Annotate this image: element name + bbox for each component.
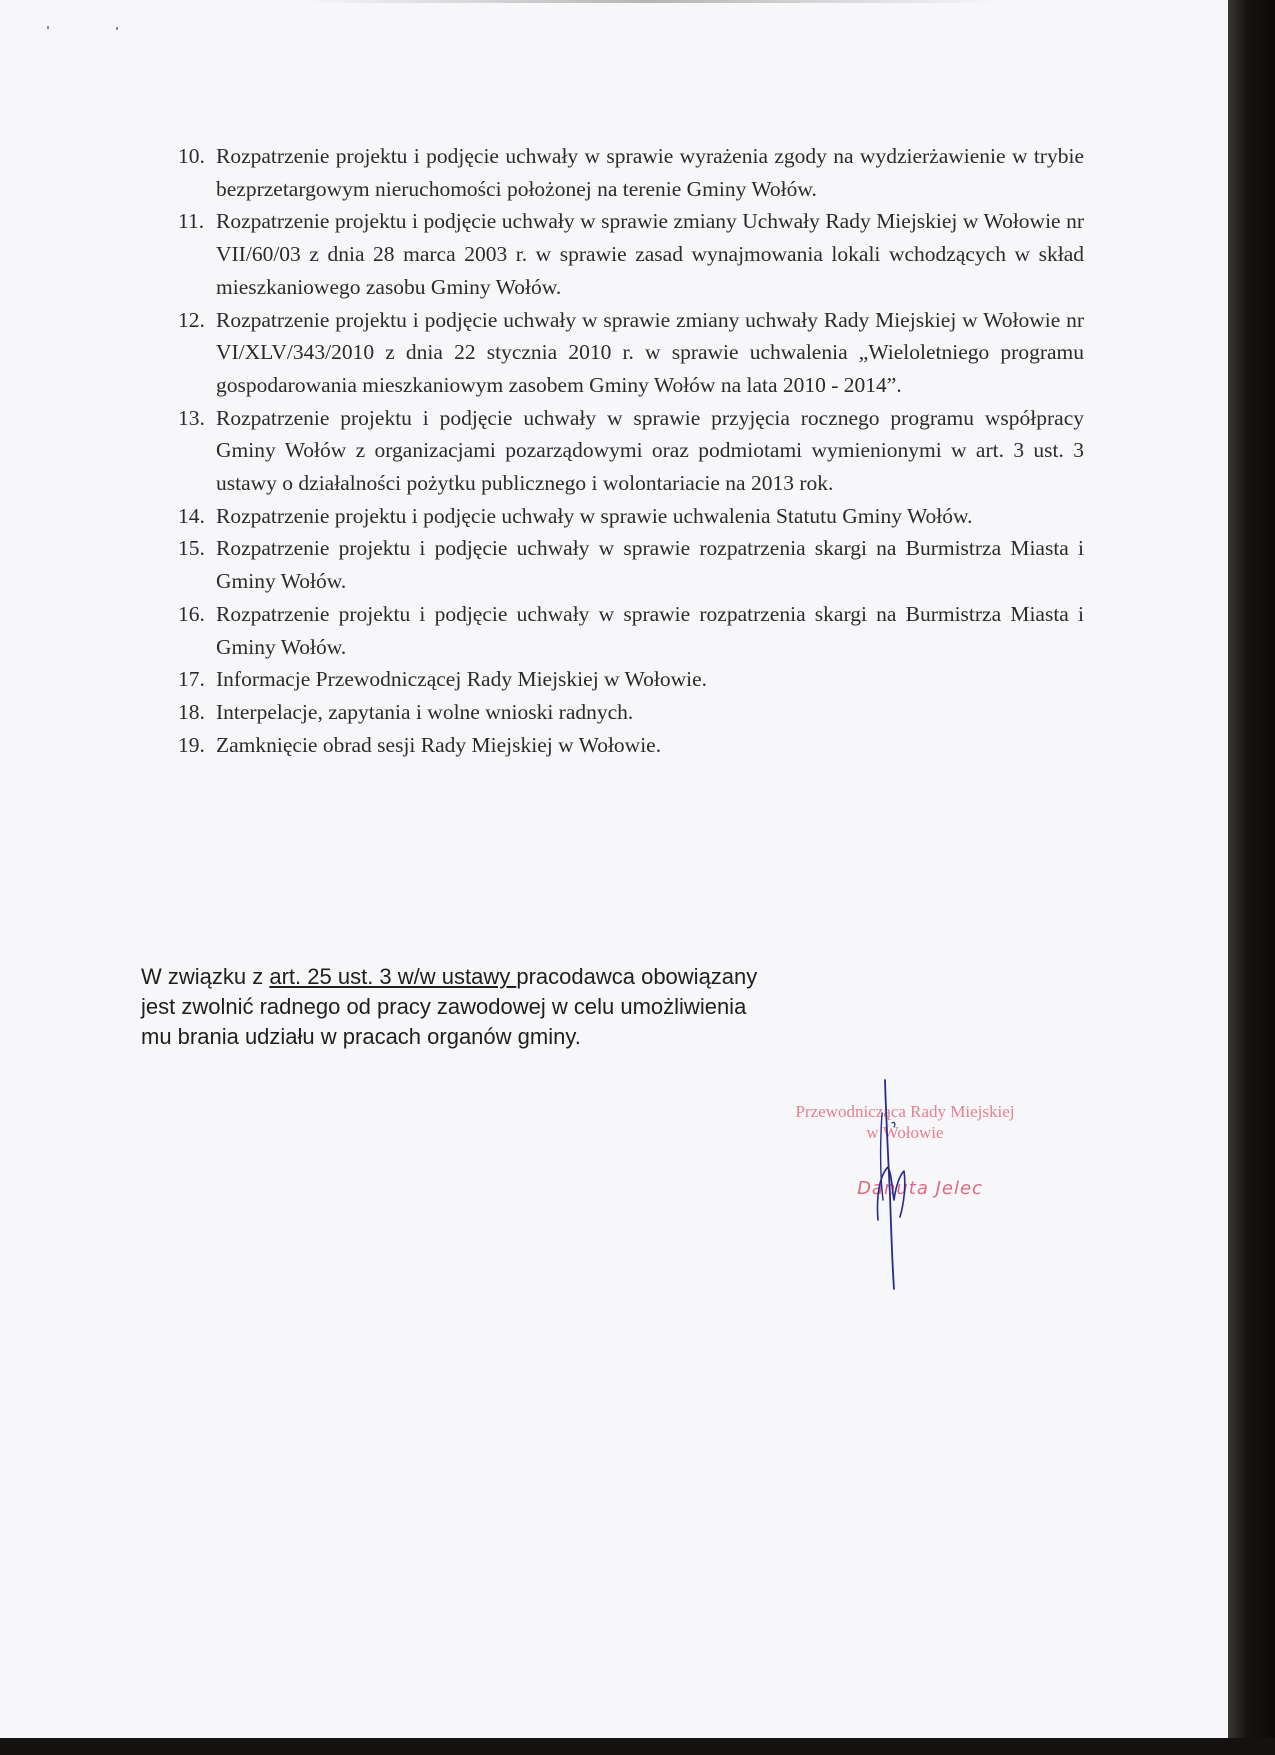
agenda-item-number: 18.: [178, 699, 205, 724]
scan-speck: [47, 26, 49, 29]
agenda-item-number: 19.: [178, 732, 205, 757]
agenda-item-number: 14.: [178, 503, 205, 528]
agenda-item-text: Interpelacje, zapytania i wolne wnioski radnych.: [216, 699, 634, 724]
stamp-name: Danuta Jelec: [857, 1178, 983, 1199]
agenda-item-number: 17.: [178, 667, 205, 692]
agenda-item-text: Zamknięcie obrad sesji Rady Miejskiej w Wołowie.: [216, 732, 662, 757]
agenda-item-text: Rozpatrzenie projektu i podjęcie uchwały w sprawie zmiany Uchwały Rady Miejskiej w Wołowie nr VII/60/03 z dnia 28 marca 2003 r. w sprawie zasad wynajmowania lokali wchodzących w skład mieszkaniowego zasobu Gminy Wołów.: [216, 209, 1084, 299]
agenda-item-number: 16.: [178, 601, 205, 626]
agenda-item: [178, 140, 1084, 205]
agenda-item: [178, 205, 1084, 303]
scan-speck: [116, 27, 118, 30]
agenda-item: [178, 500, 1084, 533]
agenda-item: [178, 729, 1084, 762]
agenda-item-text: Rozpatrzenie projektu i podjęcie uchwały w sprawie przyjęcia rocznego programu współpracy Gminy Wołów z organizacjami pozarządowymi oraz podmiotami wymienionymi w art. 3 ust. 3 ustawy o działalności pożytku publicznego i wolontariacie na 2013 rok.: [216, 405, 1084, 496]
agenda-item: [178, 402, 1084, 500]
agenda-item-text: Rozpatrzenie projektu i podjęcie uchwały w sprawie uchwalenia Statutu Gminy Wołów.: [216, 503, 973, 528]
agenda-item-number: 15.: [178, 536, 205, 561]
note-suffix: pracodawca obowiązany jest zwolnić radnego od pracy zawodowej w celu umożliwienia mu brania udziału w pracach organów gminy.: [141, 964, 758, 1049]
agenda-item: [178, 532, 1084, 597]
handwritten-signature: [800, 1075, 940, 1295]
agenda-item-number: 13.: [178, 405, 205, 430]
scan-shadow: [300, 0, 1000, 3]
agenda-item: [178, 304, 1084, 402]
agenda-list: [178, 140, 1084, 761]
agenda-item-number: 12.: [178, 307, 205, 332]
scan-border-bottom: [0, 1738, 1275, 1755]
scan-border-right: [1228, 0, 1275, 1755]
note-prefix: W związku z: [141, 964, 270, 989]
stamp-title-line: w Wołowie: [866, 1123, 944, 1142]
agenda-item-number: 10.: [178, 144, 205, 168]
employer-obligation-note: [141, 962, 761, 1052]
agenda-item-text: Rozpatrzenie projektu i podjęcie uchwały w sprawie zmiany uchwały Rady Miejskiej w Wołowie nr VI/XLV/343/2010 z dnia 22 stycznia 2010 r. w sprawie uchwalenia „Wieloletniego programu gospodarowania mieszkaniowym zasobem Gminy Wołów na lata 2010 - 2014”.: [216, 307, 1084, 397]
stamp-title-line: Przewodnicząca Rady Miejskiej: [795, 1102, 1015, 1121]
agenda-item: [178, 598, 1084, 663]
agenda-item: [178, 663, 1084, 696]
note-law-reference: art. 25 ust. 3 w/w ustawy: [269, 964, 517, 989]
agenda-item-text: Rozpatrzenie projektu i podjęcie uchwały w sprawie wyrażenia zgody na wydzierżawienie w trybie bezprzetargowym nieruchomości położonej na terenie Gminy Wołów.: [216, 144, 1084, 201]
agenda-item: [178, 696, 1084, 729]
agenda-item-text: Rozpatrzenie projektu i podjęcie uchwały w sprawie rozpatrzenia skargi na Burmistrza Miasta i Gminy Wołów.: [216, 536, 1084, 594]
agenda-item-number: 11.: [178, 209, 205, 234]
agenda-item-text: Rozpatrzenie projektu i podjęcie uchwały w sprawie rozpatrzenia skargi na Burmistrza Miasta i Gminy Wołów.: [216, 601, 1084, 659]
agenda-item-text: Informacje Przewodniczącej Rady Miejskiej w Wołowie.: [216, 667, 708, 692]
